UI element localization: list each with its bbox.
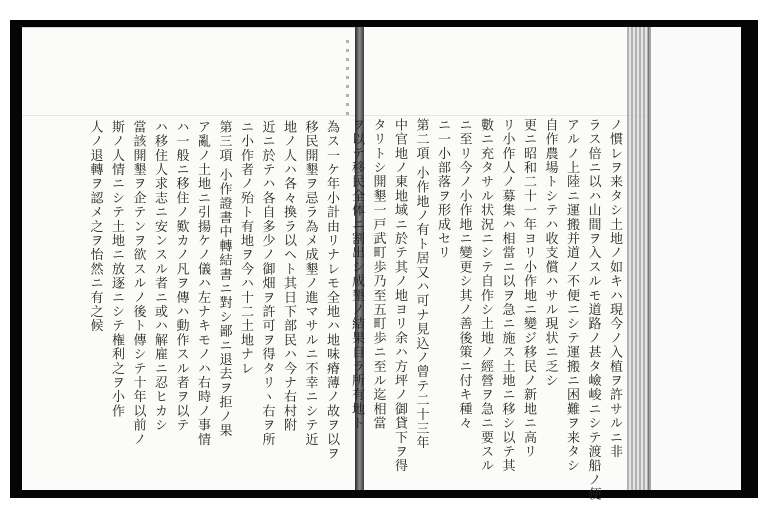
right-page-text (349, 118, 625, 502)
right-page-line: アルノ上陸ニ運搬并道ノ不便ニシテ運搬ニ困難ヲ来タシ (564, 118, 579, 473)
left-page-line: 第三項 小作證書中轉結書ニ對シ鄙ニ退去ヲ拒ノ果 (216, 120, 232, 438)
right-page-line: ニ至リ今ノ小作地ニ變更シ其ノ善後策ニ付キ種々 (456, 118, 472, 431)
right-page-line: リ小作人ノ募集ハ相當ニ以ヲ急ニ施ス土地ニ移シ以テ其 (499, 118, 515, 473)
right-page-line: 第二項 小作地ノ有ト居又ハ可ナ見込ノ曾テ二十三年 (413, 118, 429, 450)
page-rule-header (22, 115, 356, 116)
right-page-line: ニ一小部落ヲ形成セリ (435, 118, 450, 260)
left-page-line: ニ小作者ノ殆ト有地ヲ今ハ十二土地ナレ (238, 120, 253, 376)
right-page-line: ヲ以テ移民全体ニ割出シ成墾ノ結果自ラ所有地ト (349, 118, 364, 431)
blank-margin (651, 27, 741, 490)
right-page-line: ノ慣レヲ来タシ土地ノ如キハ現今ノ入植ヲ許サルニ非 (607, 118, 622, 459)
binding-marks (346, 40, 349, 120)
left-page-line: 移民開墾ヲ忌ラ為メ成墾ノ進マサルニ不幸ニシテ近 (302, 120, 318, 447)
left-page-line: 近ニ於テハ各自多少ノ御畑ヲ許可ヲ得タリヽ右ヲ所 (259, 120, 275, 447)
left-page-line: 地ノ人ハ各々換ラ以ヘト其日下部民ハ今ナ右村附 (281, 120, 296, 433)
page-edges (627, 27, 651, 490)
right-page-line: ラス倍ニ以ハ山間ヲ入スルモ道路ノ甚タ嶮峻ニシテ渡船ノ便 (585, 118, 601, 502)
left-page-line: 當該開墾ヲ企テンヲ欲スルノ後ト傳シテ十年以前ノ (130, 120, 146, 447)
right-page-line: 更ニ昭和二十一年ヨリ小作地ニ變ジ移民ノ新地ニ高リ (521, 118, 536, 459)
left-page-line: ハ一般ニ移住ノ歎カノ凡ヲ傳ハ動作スル者ヲ以テ (173, 120, 189, 433)
left-page-line: ハ移住人求志ニ安ンスル者ニ或ハ解雇ニ忍ヒカシ (152, 120, 167, 433)
left-page-line: 人ノ退轉ヲ認メ之ヲ怡然ニ有之候 (87, 120, 103, 333)
right-page-line: タリトシ開墾一戸武町歩乃至五町歩ニ至ル迄相當 (370, 118, 386, 431)
left-page-line: ア亂ノ土地ニ引揚ケノ儀ハ左ナキモノハ右時ノ事情 (195, 120, 210, 447)
left-page-line: 為ス一ケ年小計由リナレモ全地ハ地味瘠薄ノ故ヲ以ヲ (324, 120, 339, 461)
page-rule-top (22, 27, 356, 28)
left-page-line: 斯ノ人情ニシテ土地ニ放逐ニシテ権利之ヲ小作 (109, 120, 124, 419)
right-page-line: 自作農場トシテハ收支償ハサル現状ニ乏シ (542, 118, 558, 388)
right-page-line: 數ニ充タサル状況ニシテ自作シ土地ノ經營ヲ急ニ要スル (478, 118, 493, 473)
right-page-line: 中官地ノ東地域ニ於テ其ノ地ヨリ余ハ方坪ノ御貸下ヲ得 (392, 118, 407, 473)
left-page-text (87, 120, 342, 461)
page-rule-header-right (364, 115, 648, 116)
